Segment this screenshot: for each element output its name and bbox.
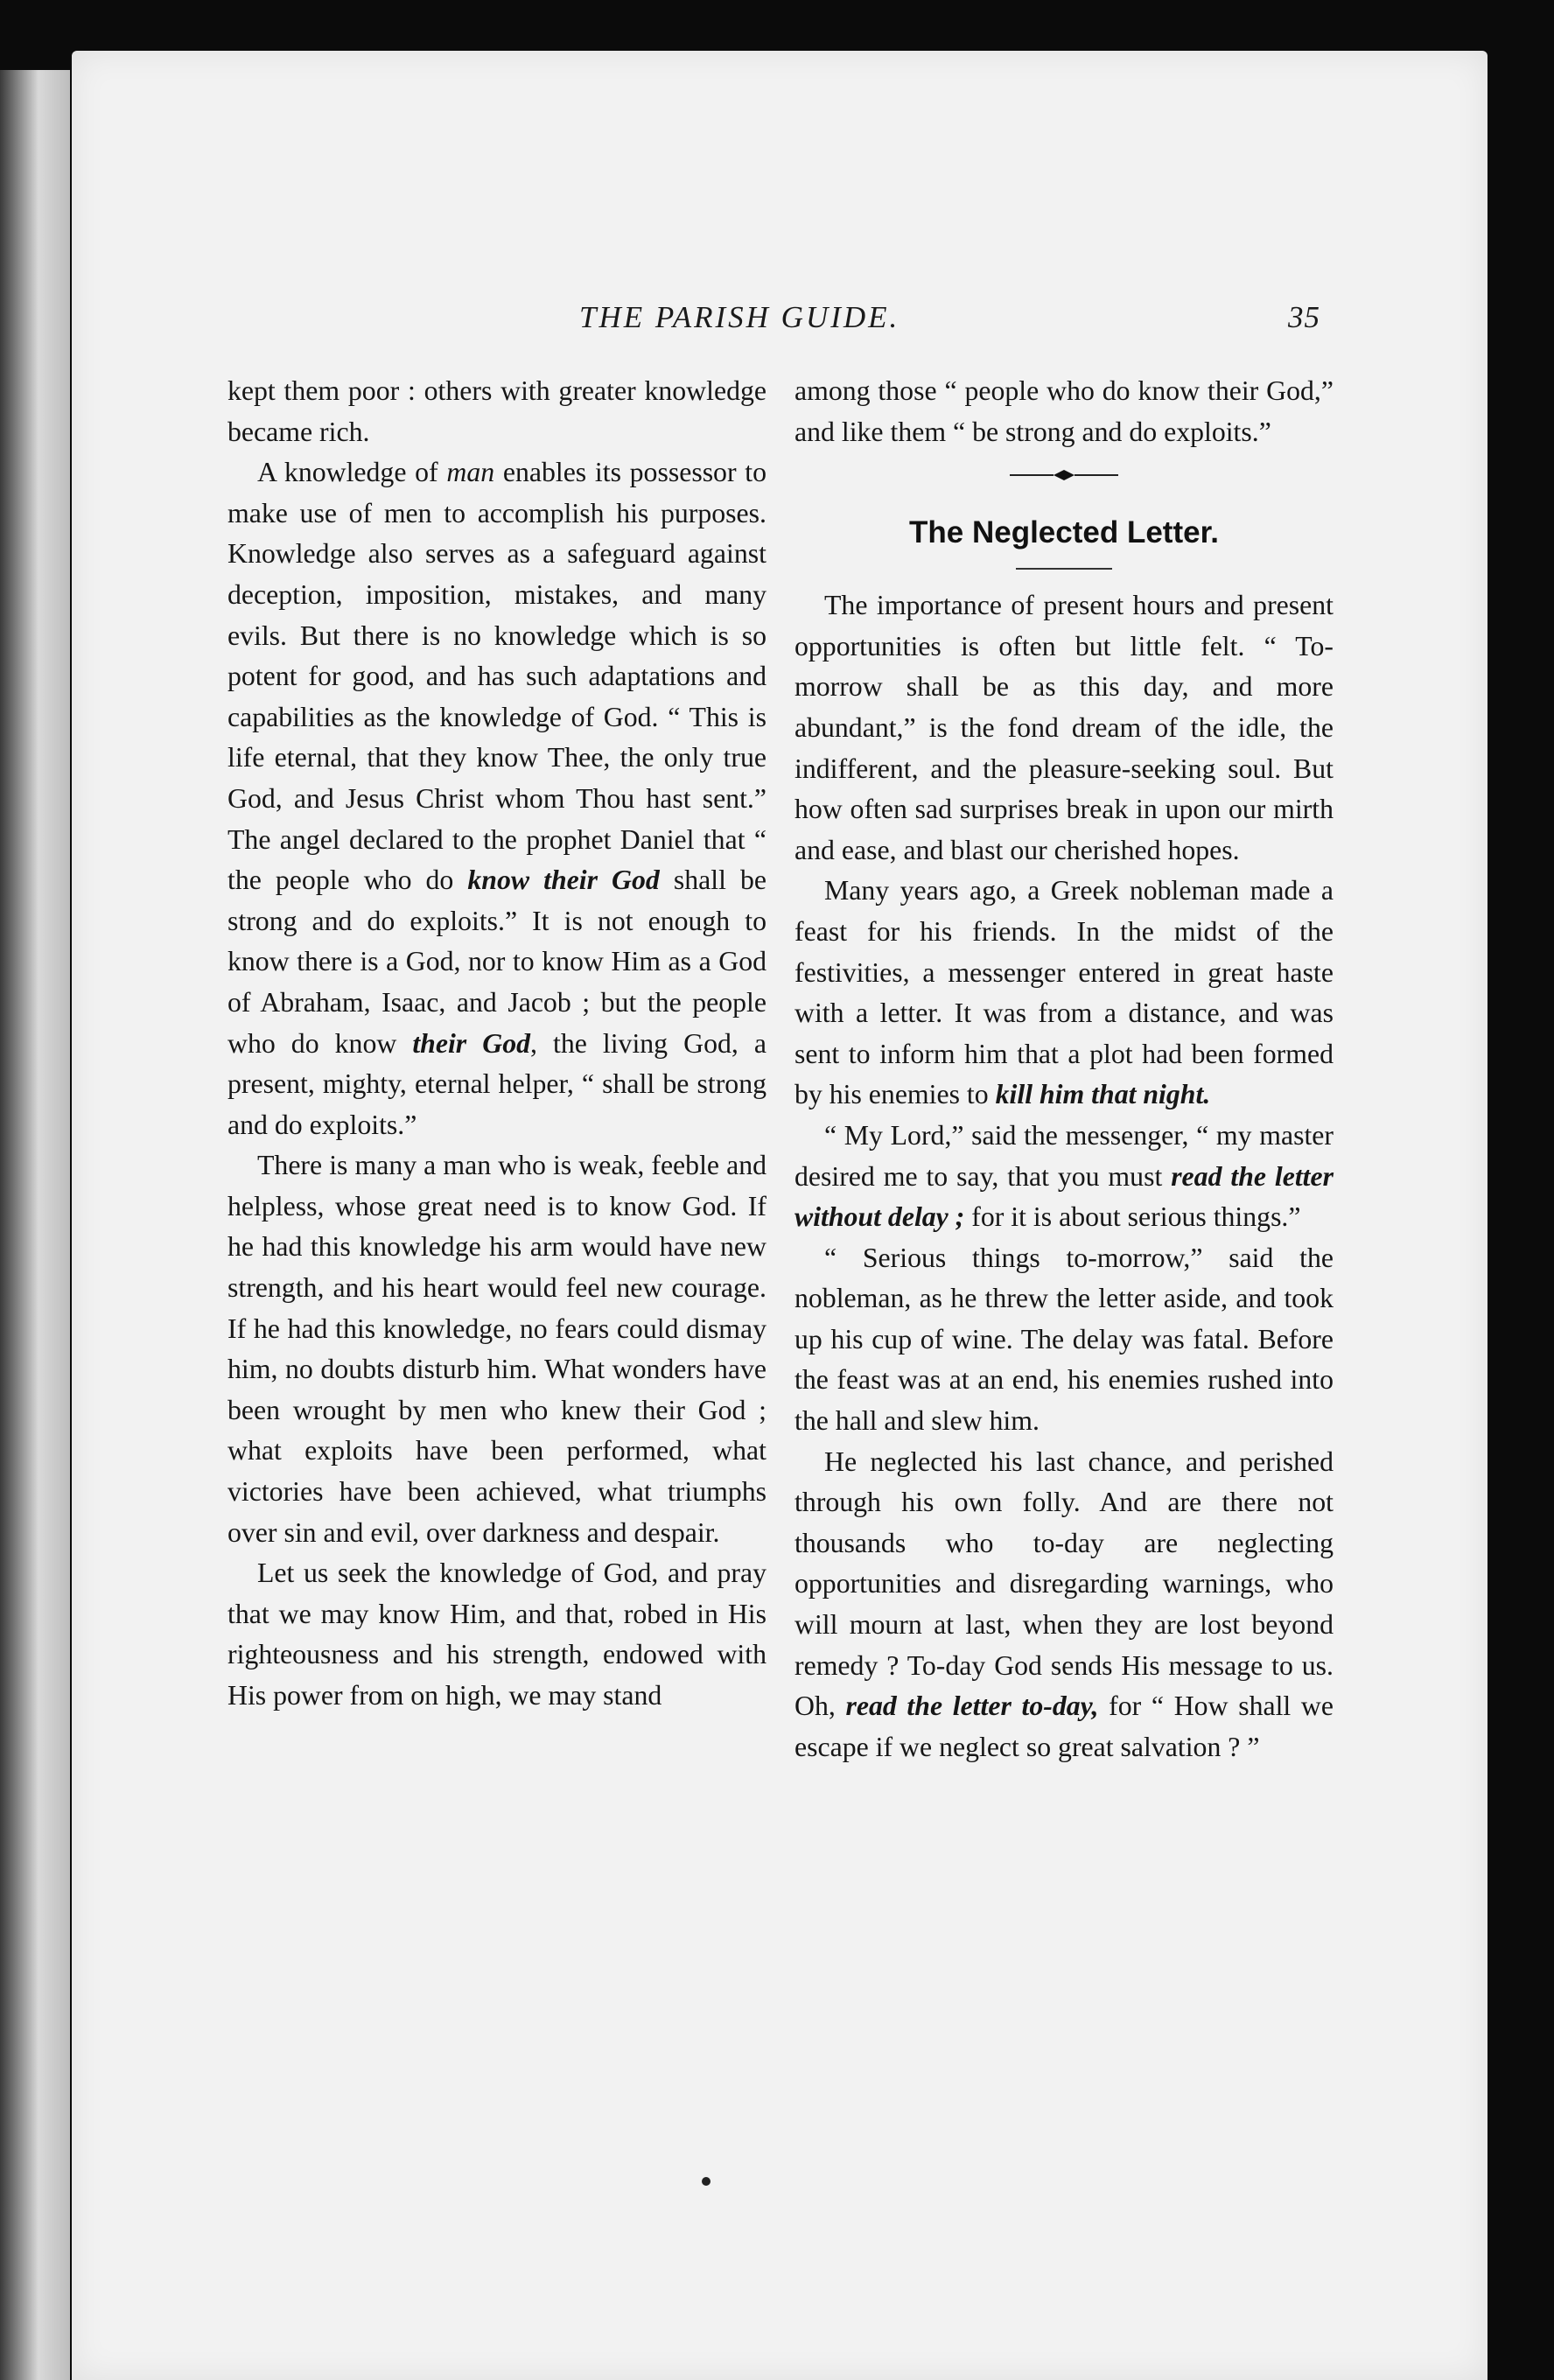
italic-run: read the letter to-day,: [845, 1690, 1099, 1722]
paragraph: [228, 452, 766, 1145]
paragraph: among those “ people who do know their God,” and like them “ be strong and do exploits.”: [794, 375, 1334, 447]
italic-run: man: [446, 457, 495, 488]
running-head: [72, 300, 1488, 344]
text-run: for “ How shall we escape if we neglect so great salvation ? ”: [794, 1690, 1334, 1762]
page-number: 35: [1288, 300, 1320, 334]
text-run: Many years ago, a Greek nobleman made a feast for his friends. In the midst of the festivities, a messenger entered in great haste with a letter. It was from a distance, and was sent to inform him that a plot had been formed by his enemies to: [794, 875, 1334, 1110]
printers-mark-icon: [702, 2177, 710, 2186]
paragraph: The importance of present hours and present opportunities is often but little felt. “ To-morrow shall be as this day, and more abundant,” is the fond dream of the idle, the indifferent, and the pleasure-seeking soul. But how often sad surprises break in upon our mirth and ease, and blast our cherished hopes.: [794, 590, 1334, 865]
paragraph: [794, 871, 1334, 1116]
paragraph: “ Serious things to-morrow,” said the nobleman, as he threw the letter aside, and took up his cup of wine. The delay was fatal. Before the feast was at an end, his enemies rushed into the hall and slew him.: [794, 1242, 1334, 1437]
right-column: [794, 371, 1334, 1768]
paragraph: [794, 1442, 1334, 1768]
text-run: , the living God, a present, mighty, eternal helper, “ shall be strong and do exploits.”: [228, 1027, 766, 1140]
running-title: THE PARISH GUIDE.: [579, 300, 900, 334]
section-heading: The Neglected Letter.: [909, 515, 1219, 550]
paragraph: There is many a man who is weak, feeble and helpless, whose great need is to know God. If he had this knowledge his arm would have new strength, and his heart would feel new courage. If he had this knowledge, no fears could dismay him, no doubts disturb him. What wonders have been wrought by men who knew their God ; what exploits have been performed, what victories have been achieved, what triumphs over sin and evil, over darkness and despair.: [228, 1150, 766, 1548]
italic-run: know their God: [467, 864, 660, 896]
ornament-divider-icon: [1003, 466, 1125, 484]
text-run: A knowledge of: [257, 457, 447, 488]
text-run: shall be strong and do exploits.” It is not enough to know there is a God, nor to know Him as a God of Abraham, Isaac, and Jacob ; but the people who do know: [228, 864, 766, 1059]
paragraph: [794, 1116, 1334, 1238]
text-run: enables its possessor to make use of men to accomplish his purposes. Knowledge also serves as a safeguard against deception, imposition, mistakes, and many evils. But there is no knowledge which is so potent for good, and has such adaptations and capabilities as the knowledge of God. “ This is life eternal, that they know Thee, the only true God, and Jesus Christ whom Thou hast sent.” The angel declared to the prophet Daniel that “ the people who do: [228, 457, 766, 896]
text-run: “ My Lord,” said the messenger, “ my master desired me to say, that you must: [794, 1119, 1334, 1192]
italic-run: kill him that night.: [995, 1079, 1211, 1110]
heading-rule: [1016, 568, 1112, 570]
paragraph: kept them poor : others with greater knowledge became rich.: [228, 375, 766, 447]
text-run: for it is about serious things.”: [964, 1201, 1301, 1233]
previous-page-edge: [0, 70, 70, 2380]
italic-run: read the letter without delay ;: [794, 1160, 1334, 1233]
text-run: He neglected his last chance, and perished through his own folly. And are there not thousands who to-day are neglecting opportunities and disregarding warnings, who will mourn at last, when they are lost beyond remedy ? To-day God sends His message to us. Oh,: [794, 1446, 1334, 1722]
paragraph: Let us seek the knowledge of God, and pray that we may know Him, and that, robed in His righteousness and his strength, endowed with His power from on high, we may stand: [228, 1558, 766, 1711]
italic-run: their God: [412, 1027, 530, 1059]
book-page: [72, 51, 1488, 2380]
left-column: [228, 371, 766, 1717]
